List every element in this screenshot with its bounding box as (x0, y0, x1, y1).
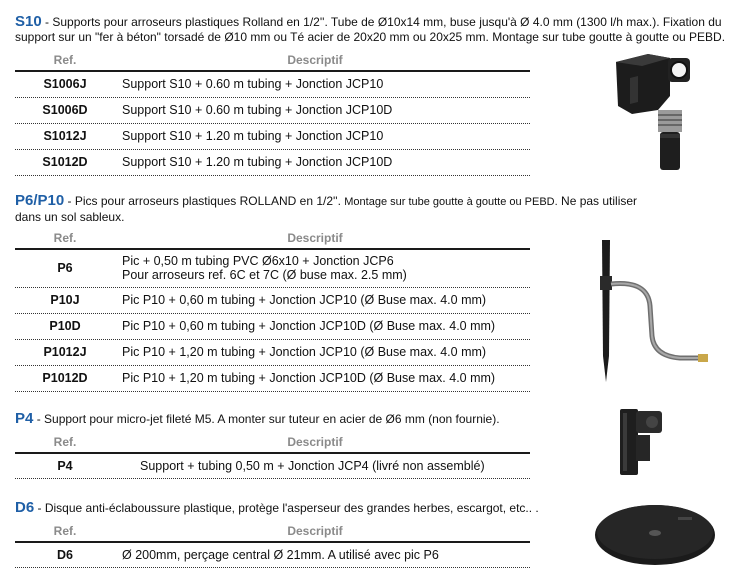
row-desc-line1: Pic + 0,50 m tubing PVC Ø6x10 + Jonction JCP6 (122, 254, 394, 268)
p4-code: P4 (15, 410, 34, 427)
d6-header-desc: Descriptif (287, 524, 343, 538)
p6p10-header-ref: Ref. (53, 231, 77, 245)
p6p10-header-desc: Descriptif (287, 231, 343, 245)
table-row (15, 72, 530, 98)
p6p10-intro-c: Ne pas utiliser (557, 194, 638, 208)
s10-intro (15, 14, 725, 45)
d6-table-header (15, 522, 530, 540)
table-row (15, 98, 530, 124)
row-desc: Support S10 + 1.20 m tubing + Jonction JCP10 (122, 129, 384, 143)
row-ref: P10J (50, 293, 80, 307)
p6p10-code: P6/P10 (15, 192, 65, 209)
row-desc: Pic P10 + 1,20 m tubing + Jonction JCP10D (Ø Buse max. 4.0 mm) (122, 371, 496, 385)
table-row (15, 124, 530, 150)
p6p10-intro-b: Montage sur tube goutte à goutte ou PEBD. (344, 196, 558, 208)
s10-header-desc: Descriptif (287, 53, 343, 67)
table-row (15, 288, 530, 314)
p4-header-desc: Descriptif (287, 435, 343, 449)
row-desc: Support S10 + 1.20 m tubing + Jonction JCP10D (122, 155, 393, 169)
d6-disc-image (590, 495, 720, 570)
p4-support-image (612, 405, 672, 480)
d6-intro-text: - Disque anti-éclaboussure plastique, protège l'asperseur des grandes herbes, escargot, etc.. . (34, 501, 539, 515)
row-desc: Pic P10 + 0,60 m tubing + Jonction JCP10 (Ø Buse max. 4.0 mm) (122, 293, 487, 307)
row-desc: Pic P10 + 0,60 m tubing + Jonction JCP10D (Ø Buse max. 4.0 mm) (122, 319, 496, 333)
row-ref: S1006D (42, 103, 88, 117)
s10-intro-line2: support sur un "fer à béton" torsadé de Ø10 mm ou Té acier de 20x20 mm ou 20x25 mm. Montage sur tube goutte à goutte ou PEBD. (15, 30, 726, 44)
p4-table-header (15, 433, 530, 451)
p10-spike-image (590, 236, 720, 386)
row-desc: Ø 200mm, perçage central Ø 21mm. A utilisé avec pic P6 (122, 548, 439, 562)
p4-header-ref: Ref. (53, 435, 77, 449)
p4-intro-text: - Support pour micro-jet fileté M5. A monter sur tuteur en acier de Ø6 mm (non fournie). (33, 412, 500, 426)
d6-header-ref: Ref. (53, 524, 77, 538)
table-row (15, 543, 530, 568)
table-row (15, 340, 530, 366)
table-row (15, 454, 530, 479)
s10-table-header (15, 51, 530, 69)
row-ref: P6 (57, 261, 73, 275)
row-ref: P4 (57, 459, 73, 473)
s10-code: S10 (15, 13, 42, 30)
row-ref: S1012J (43, 129, 87, 143)
p6p10-intro (15, 193, 637, 225)
s10-intro-line1: - Supports pour arroseurs plastiques Rolland en 1/2''. Tube de Ø10x14 mm, buse jusqu'à Ø 4.0 mm (1300 l/h max.). Fixation du (41, 15, 722, 29)
p6p10-intro-line2: dans un sol sableux. (15, 210, 125, 224)
table-row (15, 250, 530, 288)
p6p10-table-header (15, 229, 530, 247)
row-desc: Support S10 + 0.60 m tubing + Jonction JCP10 (122, 77, 384, 91)
row-ref: S1012D (42, 155, 88, 169)
row-ref: S1006J (43, 77, 87, 91)
row-desc (122, 254, 407, 282)
row-desc-line2: Pour arroseurs ref. 6C et 7C (Ø buse max. 2.5 mm) (122, 268, 407, 282)
d6-code: D6 (15, 499, 35, 516)
row-ref: D6 (57, 548, 73, 562)
row-desc: Support S10 + 0.60 m tubing + Jonction JCP10D (122, 103, 393, 117)
row-ref: P1012J (43, 345, 87, 359)
row-desc: Support + tubing 0,50 m + Jonction JCP4 (livré non assemblé) (140, 459, 485, 473)
row-desc: Pic P10 + 1,20 m tubing + Jonction JCP10 (Ø Buse max. 4.0 mm) (122, 345, 487, 359)
table-row (15, 150, 530, 176)
p6p10-intro-a: - Pics pour arroseurs plastiques ROLLAND en 1/2''. (64, 194, 345, 208)
table-row (15, 314, 530, 340)
row-ref: P10D (49, 319, 81, 333)
d6-intro (15, 500, 539, 516)
table-row (15, 366, 530, 392)
s10-support-image (608, 50, 698, 175)
p4-intro (15, 411, 500, 427)
s10-header-ref: Ref. (53, 53, 77, 67)
row-ref: P1012D (42, 371, 88, 385)
